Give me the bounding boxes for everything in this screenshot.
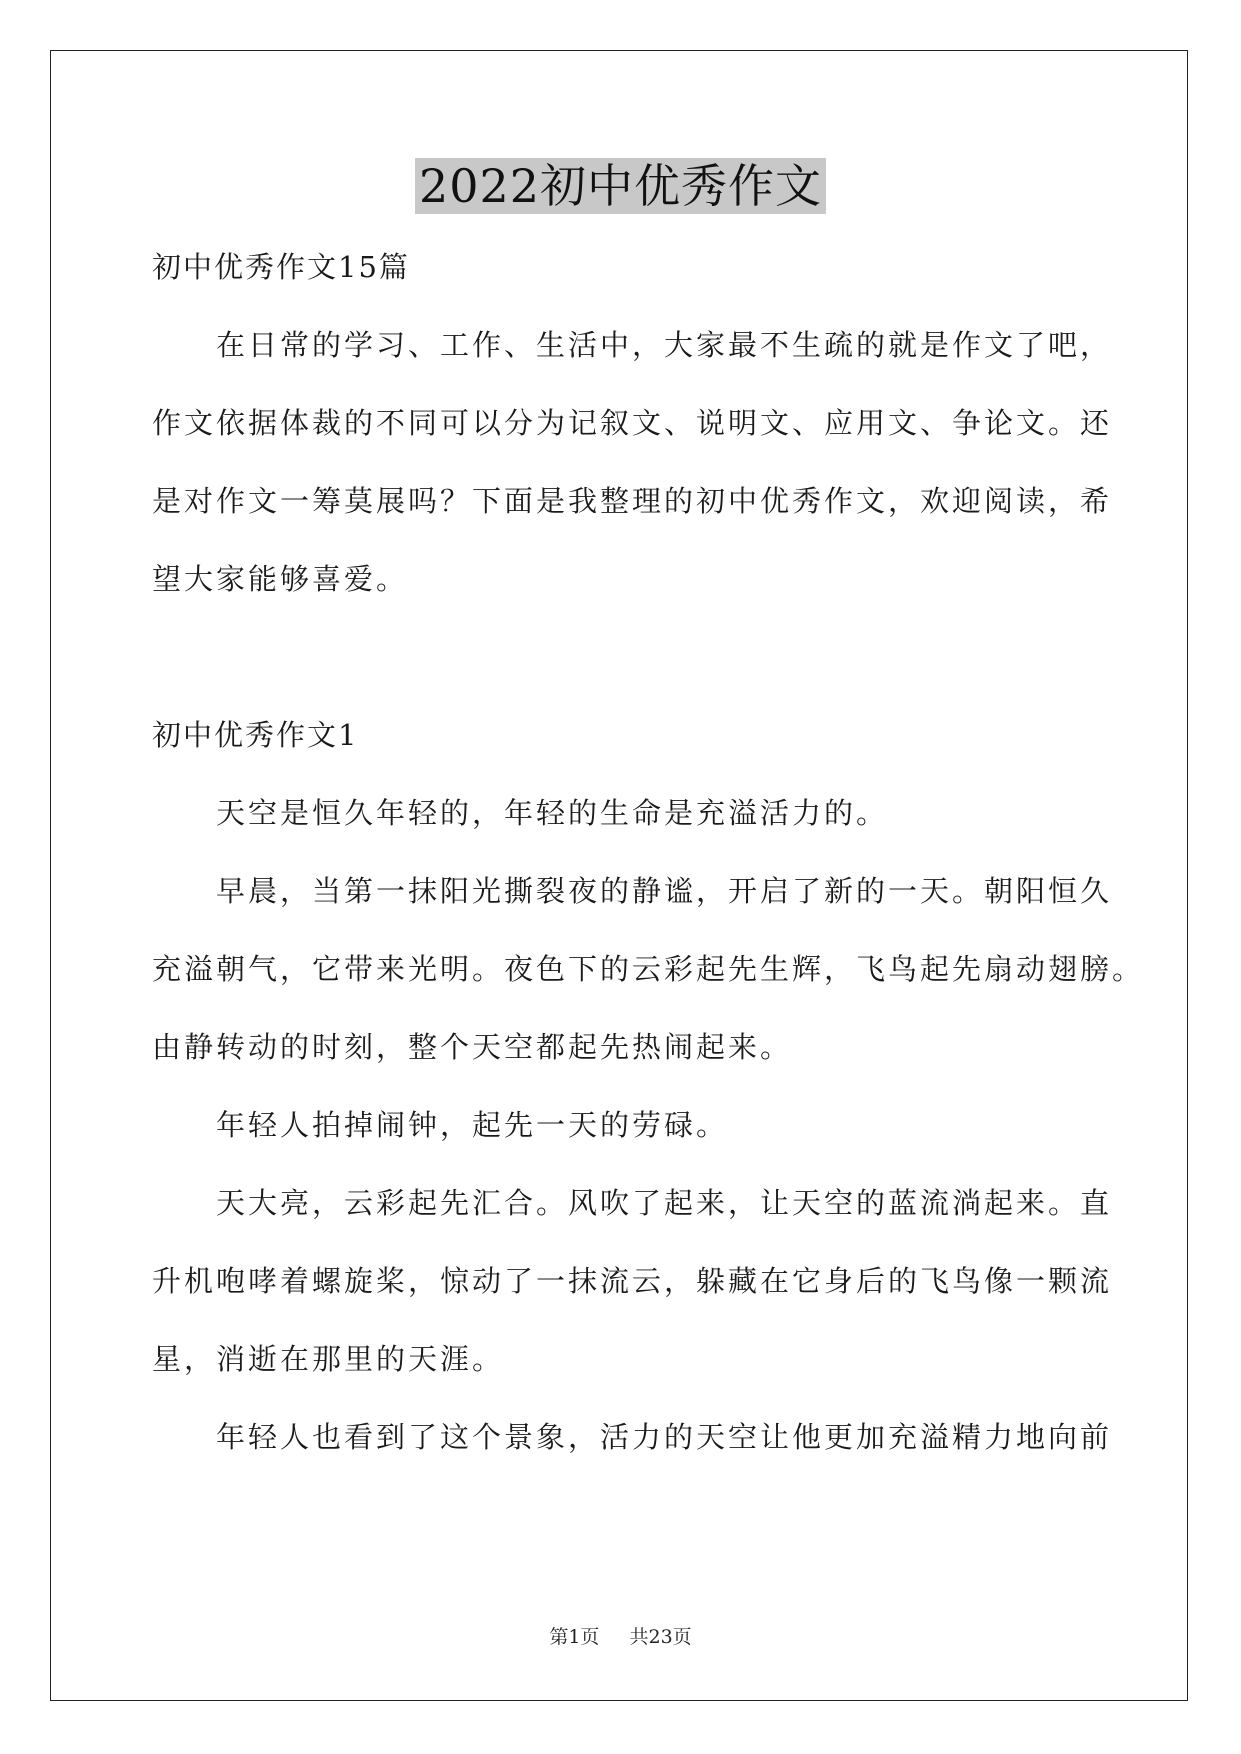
body-line: 星，消逝在那里的天涯。 [152,1342,505,1376]
title-container [0,158,1241,214]
page-footer [0,1622,1241,1649]
body-line: 年轻人拍掉闹钟，起先一天的劳碌。 [152,1108,729,1142]
intro-line: 是对作文一筹莫展吗？下面是我整理的初中优秀作文，欢迎阅读，希 [152,484,1113,518]
intro-line: 望大家能够喜爱。 [152,562,409,596]
body-line: 年轻人也看到了这个景象，活力的天空让他更加充溢精力地向前 [152,1420,1113,1454]
body-line: 升机咆哮着螺旋桨，惊动了一抹流云，躲藏在它身后的飞鸟像一颗流 [152,1264,1113,1298]
blank-line [152,618,1092,696]
document-subtitle: 初中优秀作文15篇 [152,250,410,284]
body-line: 天大亮，云彩起先汇合。风吹了起来，让天空的蓝流淌起来。直 [152,1186,1113,1220]
intro-line: 作文依据体裁的不同可以分为记叙文、说明文、应用文、争论文。还 [152,406,1113,440]
body-line: 充溢朝气，它带来光明。夜色下的云彩起先生辉，飞鸟起先扇动翅膀。 [152,952,1145,986]
page-total: 共23页 [629,1626,692,1648]
intro-line: 在日常的学习、工作、生活中，大家最不生疏的就是作文了吧， [152,328,1113,362]
document-body [152,228,1145,1476]
body-line: 早晨，当第一抹阳光撕裂夜的静谧，开启了新的一天。朝阳恒久 [152,874,1113,908]
page-number: 第1页 [549,1626,600,1648]
document-title: 2022初中优秀作文 [415,158,826,214]
section-title: 初中优秀作文1 [152,718,359,752]
body-line: 天空是恒久年轻的，年轻的生命是充溢活力的。 [152,796,889,830]
body-line: 由静转动的时刻，整个天空都起先热闹起来。 [152,1030,793,1064]
